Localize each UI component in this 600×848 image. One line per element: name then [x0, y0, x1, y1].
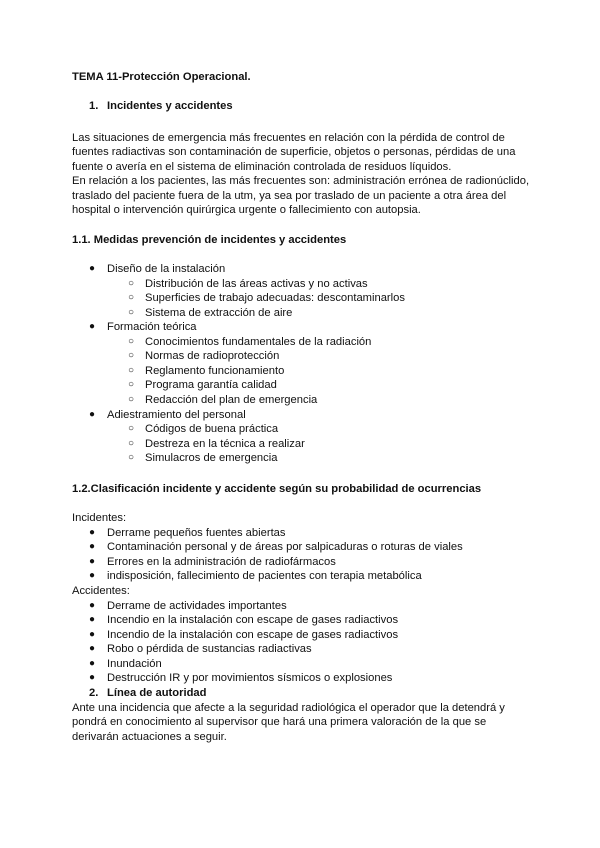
list-subitem-text: Superficies de trabajo adecuadas: descontaminarlos [145, 292, 405, 304]
list-item-text: Derrame pequeños fuentes abiertas [107, 527, 286, 539]
bullet-icon: ● [89, 541, 96, 552]
list-item [0, 408, 600, 422]
circle-bullet-icon: ○ [128, 350, 135, 361]
section-2-number: 2. [89, 687, 99, 699]
bullet-icon: ● [89, 570, 96, 581]
intro-line: Las situaciones de emergencia más frecuentes en relación con la pérdida de control de [72, 132, 505, 144]
bullet-icon: ● [89, 629, 96, 640]
list-item [0, 569, 600, 583]
list-subitem [0, 422, 600, 436]
intro-line: fuentes radiactivas son contaminación de superficie, objetos o personas, pérdidas de una [72, 146, 516, 158]
list-subitem [0, 437, 600, 451]
list-subitem-text: Reglamento funcionamiento [145, 365, 285, 377]
list-subitem [0, 393, 600, 407]
list-item-text: Contaminación personal y de áreas por salpicaduras o roturas de viales [107, 541, 463, 553]
accidents-label: Accidentes: [72, 585, 130, 597]
list-item-text: Errores en la administración de radiofármacos [107, 556, 336, 568]
bullet-icon: ● [89, 556, 96, 567]
list-subitem-text: Normas de radioprotección [145, 350, 280, 362]
bullet-icon: ● [89, 614, 96, 625]
circle-bullet-icon: ○ [128, 365, 135, 376]
bullet-icon: ● [89, 672, 96, 683]
list-item-text: indisposición, fallecimiento de pacientes con terapia metabólica [107, 570, 422, 582]
bullet-icon: ● [89, 409, 96, 420]
list-item-text: Formación teórica [107, 321, 197, 333]
list-subitem-text: Redacción del plan de emergencia [145, 394, 318, 406]
list-item-text: Destrucción IR y por movimientos sísmicos o explosiones [107, 672, 393, 684]
section-1-heading [0, 99, 600, 113]
circle-bullet-icon: ○ [128, 292, 135, 303]
circle-bullet-icon: ○ [128, 423, 135, 434]
list-item [0, 540, 600, 554]
bullet-icon: ● [89, 658, 96, 669]
circle-bullet-icon: ○ [128, 307, 135, 318]
list-subitem-text: Conocimientos fundamentales de la radiación [145, 336, 372, 348]
list-item [0, 628, 600, 642]
intro-line: hospital o intervención quirúrgica urgente o fallecimiento con autopsia. [72, 204, 421, 216]
intro-line: traslado del paciente fuera de la utm, ya sea por traslado de un paciente a otra área del [72, 190, 507, 202]
section-1-1-heading: 1.1. Medidas prevención de incidentes y accidentes [72, 234, 347, 246]
section-2-heading [0, 686, 600, 700]
list-subitem-text: Destreza en la técnica a realizar [145, 438, 305, 450]
list-item [0, 642, 600, 656]
list-subitem-text: Códigos de buena práctica [145, 423, 279, 435]
section-2-text-line: derivarán actuaciones a seguir. [72, 731, 227, 743]
list-item [0, 613, 600, 627]
list-item-text: Incendio de la instalación con escape de gases radiactivos [107, 629, 399, 641]
circle-bullet-icon: ○ [128, 394, 135, 405]
list-subitem-text: Sistema de extracción de aire [145, 307, 293, 319]
section-1-number: 1. [89, 100, 99, 112]
list-item [0, 262, 600, 276]
list-subitem [0, 364, 600, 378]
list-subitem [0, 451, 600, 465]
bullet-icon: ● [89, 321, 96, 332]
list-item-text: Adiestramiento del personal [107, 409, 246, 421]
section-2-text-line: Ante una incidencia que afecte a la seguridad radiológica el operador que la detendrá y [72, 702, 505, 714]
circle-bullet-icon: ○ [128, 278, 135, 289]
circle-bullet-icon: ○ [128, 452, 135, 463]
list-item [0, 555, 600, 569]
circle-bullet-icon: ○ [128, 336, 135, 347]
list-item-text: Inundación [107, 658, 162, 670]
list-item [0, 671, 600, 685]
circle-bullet-icon: ○ [128, 379, 135, 390]
list-item-text: Robo o pérdida de sustancias radiactivas [107, 643, 312, 655]
section-1-2-heading: 1.2.Clasificación incidente y accidente según su probabilidad de ocurrencias [72, 483, 482, 495]
document-title: TEMA 11-Protección Operacional. [72, 71, 251, 83]
section-1-title: Incidentes y accidentes [107, 100, 233, 112]
list-item [0, 657, 600, 671]
bullet-icon: ● [89, 600, 96, 611]
bullet-icon: ● [89, 643, 96, 654]
list-item [0, 320, 600, 334]
list-subitem-text: Distribución de las áreas activas y no activas [145, 278, 368, 290]
section-2-text-line: pondrá en conocimiento al supervisor que hará una primera valoración de la que se [72, 716, 487, 728]
list-item-text: Incendio en la instalación con escape de gases radiactivos [107, 614, 399, 626]
intro-line: En relación a los pacientes, las más frecuentes son: administración errónea de radionúclido, [72, 175, 530, 187]
incidents-label: Incidentes: [72, 512, 127, 524]
list-subitem [0, 378, 600, 392]
circle-bullet-icon: ○ [128, 438, 135, 449]
bullet-icon: ● [89, 527, 96, 538]
list-item [0, 526, 600, 540]
list-subitem-text: Simulacros de emergencia [145, 452, 278, 464]
list-subitem [0, 335, 600, 349]
list-item-text: Derrame de actividades importantes [107, 600, 287, 612]
list-subitem [0, 277, 600, 291]
section-2-title: Línea de autoridad [107, 687, 207, 699]
list-subitem [0, 306, 600, 320]
list-item [0, 599, 600, 613]
list-subitem [0, 291, 600, 305]
list-item-text: Diseño de la instalación [107, 263, 226, 275]
list-subitem [0, 349, 600, 363]
list-subitem-text: Programa garantía calidad [145, 379, 277, 391]
intro-line: fuente o avería en el sistema de eliminación controlada de residuos líquidos. [72, 161, 452, 173]
bullet-icon: ● [89, 263, 96, 274]
